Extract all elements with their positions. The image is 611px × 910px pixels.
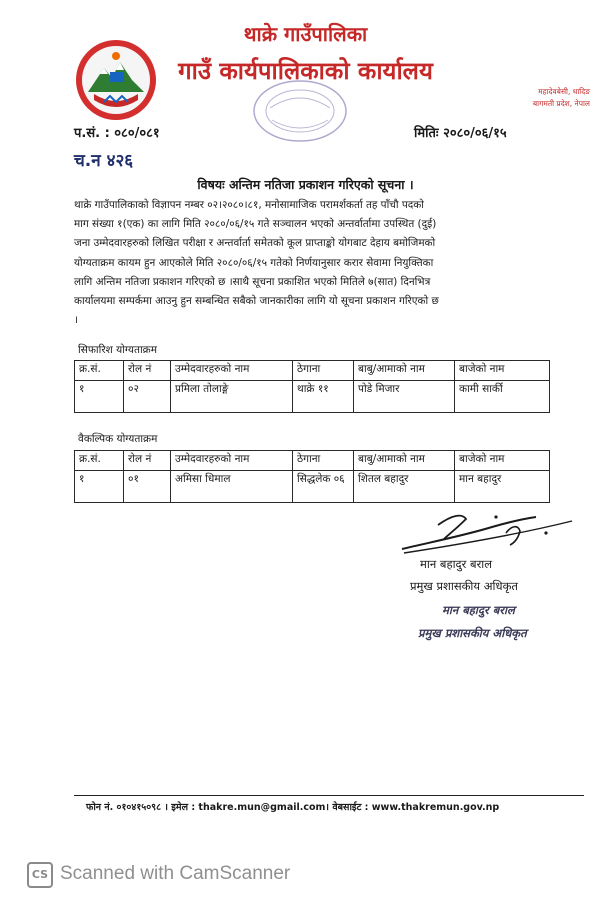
footer-contact: फोन नं. ०१०४१५०९८ । इमेल : thakre.mun@gmail.com। वेबसाईट : www.thakremun.gov.np [86, 802, 500, 813]
dispatch-number: च.न ४२६ [74, 151, 134, 171]
table-cell: ०१ [124, 471, 171, 503]
notice-subject: विषयः अन्तिम नतिजा प्रकाशन गरिएको सूचना । [197, 177, 414, 192]
stamp-title: प्रमुख प्रशासकीय अधिकृत [418, 626, 527, 640]
table-cell: १ [75, 381, 124, 413]
office-name: गाउँ कार्यपालिकाको कार्यालय [178, 57, 433, 85]
header-cell: क्र.सं. [75, 451, 124, 471]
recommended-merit-table [74, 360, 550, 413]
office-location [470, 86, 590, 110]
table-cell: ०२ [124, 381, 171, 413]
body-line: कार्यालयमा सम्पर्कमा आउनु हुन सम्बन्धित सबैको जानकारीका लागि यो सूचना प्रकाशन गरिएको छ [74, 295, 439, 308]
stamp-name: मान बहादुर बराल [442, 603, 515, 617]
camscanner-logo-icon: CS [27, 862, 53, 888]
body-line: माग संख्या १(एक) का लागि मिति २०८०/०६/१५ गते सञ्चालन भएको अन्तर्वार्तामा उपस्थित (दुई) [74, 218, 437, 231]
signatory-name: मान बहादुर बराल [420, 557, 493, 571]
signatory-title: प्रमुख प्रशासकीय अधिकृत [410, 579, 518, 593]
table-cell: मान बहादुर [455, 471, 550, 503]
body-line: । [74, 314, 78, 327]
table-cell: १ [75, 471, 124, 503]
body-line: थाक्रे गाउँपालिकाको विज्ञापन नम्बर ०२।२०८०।८१, मनोसामाजिक परामर्शकर्ता तह पाँचौ पदको [74, 199, 424, 211]
alternate-merit-table [74, 450, 550, 503]
table-cell: कामी सार्की [455, 381, 550, 413]
recommended-merit-title: सिफारिश योग्यताक्रम [78, 344, 158, 356]
header-cell: बाबु/आमाको नाम [354, 361, 455, 381]
table-header-row [75, 361, 550, 381]
table-header-row [75, 451, 550, 471]
table-row [75, 381, 550, 413]
location-line-1: महादेवबेसी, धादिङ [538, 87, 590, 96]
header-cell: क्र.सं. [75, 361, 124, 381]
notice-body [74, 196, 552, 330]
table-cell: शितल बहादुर [354, 471, 455, 503]
header-cell: रोल नं [124, 451, 171, 471]
table-cell: थाक्रे ११ [293, 381, 354, 413]
municipality-name: थाक्रे गाउँपालिका [243, 22, 368, 46]
table-cell: पोडे मिजार [354, 381, 455, 413]
alternate-merit-title: वैकल्पिक योग्यताक्रम [78, 433, 158, 445]
header-cell: बाजेको नाम [455, 451, 550, 471]
header-cell: रोल नं [124, 361, 171, 381]
header-cell: उम्मेदवारहरुको नाम [171, 451, 293, 471]
footer-divider [74, 795, 584, 796]
table-cell: अमिसा धिमाल [171, 471, 293, 503]
table-cell: प्रमिला तोलाङ्गे [171, 381, 293, 413]
body-line: लागि अन्तिम नतिजा प्रकाशन गरिएको छ ।साथै सूचना प्रकाशित भएको मितिले ७(सात) दिनभित्र [74, 275, 431, 288]
location-line-2: बागमती प्रदेश, नेपाल [532, 99, 590, 108]
header-cell: उम्मेदवारहरुको नाम [171, 361, 293, 381]
handwritten-signature [396, 505, 576, 557]
table-cell: सिद्धलेक ०६ [293, 471, 354, 503]
body-line: जना उम्मेदवारहरुको लिखित परीक्षा र अन्तर्वार्ता समेतको कूल प्राप्ताङ्को योगबाट देहाय बमोजिमको [74, 237, 436, 250]
scanner-watermark: Scanned with CamScanner [60, 863, 291, 884]
header-cell: बाबु/आमाको नाम [354, 451, 455, 471]
header-cell: ठेगाना [293, 361, 354, 381]
header-cell: बाजेको नाम [455, 361, 550, 381]
header-cell: ठेगाना [293, 451, 354, 471]
office-seal-stamp [250, 78, 350, 144]
letter-date: मितिः २०८०/०६/१५ [414, 126, 507, 141]
body-line: योग्यताक्रम कायम हुन आएकोले मिति २०८०/०६/१५ गतेको निर्णयानुसार करार सेवामा नियुक्तिका [74, 256, 434, 269]
table-row [75, 471, 550, 503]
reference-number: प.सं. : ०८०/०८१ [74, 126, 160, 141]
